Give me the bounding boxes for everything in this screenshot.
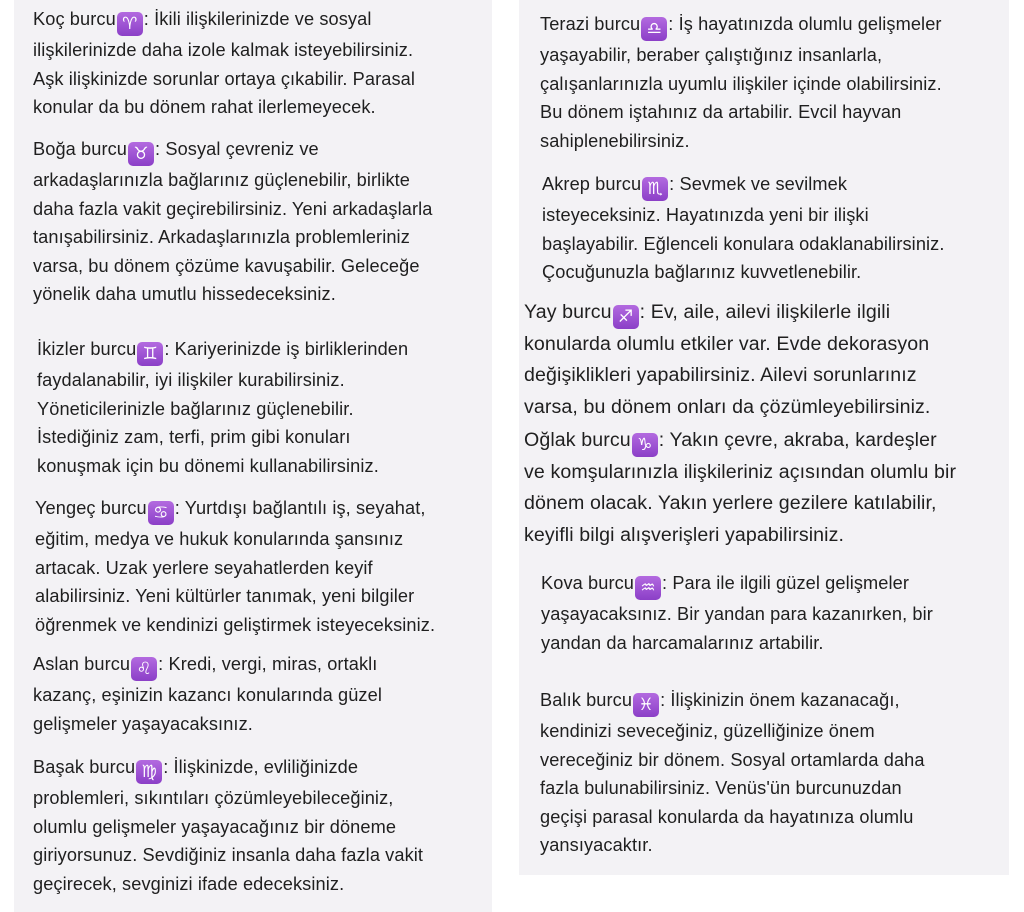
entry-line: tanışabilirsiniz. Arkadaşlarınızla problemleriniz <box>33 227 410 248</box>
gemini-icon: ♊ <box>137 342 163 366</box>
entry-line: artacak. Uzak yerlere seyahatlerden keyif <box>35 557 373 578</box>
horoscope-entry-oglak <box>524 425 956 551</box>
entry-first-line: Başak burcu ♍ : İlişkinizde, evliliğinizde <box>33 757 359 782</box>
sign-name: İkizler burcu <box>37 339 137 359</box>
entry-first-line: Boğa burcu ♉ : Sosyal çevreniz ve <box>33 139 319 164</box>
entry-line: yaşayacaksınız. Bir yandan para kazanırken, bir <box>541 604 933 624</box>
entry-line: Bu dönem iştahınız da artabilir. Evcil hayvan <box>540 102 902 123</box>
entry-first-line: Yengeç burcu ♋ : Yurtdışı bağlantılı iş, seyahat, <box>35 498 426 523</box>
entry-line: eğitim, medya ve hukuk konularında şansınız <box>35 529 404 549</box>
entry-line: sahiplenebilirsiniz. <box>540 130 690 151</box>
horoscope-entry-aslan <box>33 650 382 738</box>
entry-first-line: Oğlak burcu ♑ : Yakın çevre, akraba, kardeşler <box>524 429 937 455</box>
aries-icon: ♈ <box>117 12 143 36</box>
horoscope-entry-kova <box>541 569 933 657</box>
entry-line: dönem olacak. Yakın yerlere gezilere katılabilir, <box>524 492 937 515</box>
capricorn-icon: ♑ <box>632 433 658 457</box>
horoscope-entry-balik <box>540 686 925 860</box>
sagittarius-icon: ♐ <box>613 305 639 329</box>
sign-name: Akrep burcu <box>542 174 642 194</box>
sign-name: Oğlak burcu <box>524 429 631 451</box>
leo-icon: ♌ <box>131 657 157 681</box>
entry-line: varsa, bu dönem onları da çözümleyebilirsiniz. <box>524 395 931 418</box>
cancer-icon: ♋ <box>148 501 174 525</box>
pisces-icon: ♓ <box>633 693 659 717</box>
taurus-icon: ♉ <box>128 142 154 166</box>
horoscope-entry-ikizler <box>37 335 408 480</box>
sign-name: Koç burcu <box>33 9 116 29</box>
entry-line: başlayabilir. Eğlenceli konulara odaklanabilirsiniz. <box>542 233 945 254</box>
entry-first-line: Terazi burcu ♎ : İş hayatınızda olumlu gelişmeler <box>540 14 942 39</box>
sign-name: Boğa burcu <box>33 139 128 159</box>
horoscope-entry-terazi <box>540 10 942 155</box>
entry-line: Aşk ilişkinizde sorunlar ortaya çıkabilir. Parasal <box>33 68 416 89</box>
entry-line: daha fazla vakit geçirebilirsiniz. Yeni arkadaşlarla <box>33 198 433 219</box>
entry-line: gelişmeler yaşayacaksınız. <box>33 713 253 734</box>
entry-line: faydalanabilir, iyi ilişkiler kurabilirsiniz. <box>37 370 345 390</box>
sign-name: Yengeç burcu <box>35 498 147 518</box>
entry-line: varsa, bu dönem çözüme kavuşabilir. Geleceğe <box>33 255 420 276</box>
entry-line: keyifli bilgi alışverişleri yapabilirsiniz. <box>524 523 845 546</box>
entry-first-line: Yay burcu ♐ : Ev, aile, ailevi ilişkilerle ilgili <box>524 301 891 327</box>
horoscope-entry-basak <box>33 753 423 898</box>
entry-line: ilişkilerinizde daha izole kalmak isteyebilirsiniz. <box>33 40 414 60</box>
sign-name: Yay burcu <box>524 301 612 323</box>
entry-line: yandan da harcamalarınız artabilir. <box>541 632 824 653</box>
horoscope-entry-boga <box>33 135 432 309</box>
entry-line: konular da bu dönem rahat ilerlemeyecek. <box>33 97 376 118</box>
entry-line: problemleri, sıkıntıları çözümleyebileceğiniz, <box>33 788 394 808</box>
entry-line: Çocuğunuzla bağlarınız kuvvetlenebilir. <box>542 262 862 283</box>
entry-first-line: Akrep burcu ♏ : Sevmek ve sevilmek <box>542 174 848 199</box>
horoscope-entry-koc <box>33 5 415 122</box>
entry-first-line: Koç burcu ♈ : İkili ilişkilerinizde ve sosyal <box>33 9 372 34</box>
sign-name: Aslan burcu <box>33 654 131 674</box>
entry-line: çalışanlarınızla uyumlu ilişkiler içinde olabilirsiniz. <box>540 73 942 94</box>
entry-line: isteyeceksiniz. Hayatınızda yeni bir ilişki <box>542 205 869 225</box>
entry-line: yönelik daha umutlu hissedeceksiniz. <box>33 284 336 305</box>
entry-line: Yöneticilerinizle bağlarınız güçlenebilir. <box>37 398 354 419</box>
sign-name: Terazi burcu <box>540 14 641 34</box>
aquarius-icon: ♒ <box>635 576 661 600</box>
horoscope-entry-yengec <box>35 494 435 639</box>
entry-line: konuşmak için bu dönemi kullanabilirsiniz. <box>37 455 379 476</box>
entry-line: arkadaşlarınızla bağlarınız güçlenebilir, birlikte <box>33 170 411 190</box>
sign-name: Balık burcu <box>540 690 633 710</box>
libra-icon: ♎ <box>641 17 667 41</box>
entry-line: alabilirsiniz. Yeni kültürler tanımak, yeni bilgiler <box>35 586 415 607</box>
entry-first-line: İkizler burcu ♊ : Kariyerinizde iş birliklerinden <box>37 339 409 364</box>
entry-line: olumlu gelişmeler yaşayacağınız bir döneme <box>33 816 397 837</box>
entry-line: geçişi parasal konularda da hayatınıza olumlu <box>540 806 914 827</box>
entry-line: değişiklikleri yapabilirsiniz. Ailevi sorunlarınız <box>524 364 917 387</box>
scorpio-icon: ♏ <box>642 177 668 201</box>
entry-first-line: Kova burcu ♒ : Para ile ilgili güzel gelişmeler <box>541 573 910 598</box>
horoscope-entry-yay <box>524 297 930 423</box>
entry-line: ve komşularınızla ilişkileriniz açısından olumlu bir <box>524 461 957 483</box>
entry-line: konularda olumlu etkiler var. Evde dekorasyon <box>524 333 930 355</box>
entry-line: yaşayabilir, beraber çalıştığınız insanlarla, <box>540 45 883 65</box>
entry-line: vereceğiniz bir dönem. Sosyal ortamlarda daha <box>540 749 925 770</box>
entry-line: İstediğiniz zam, terfi, prim gibi konuları <box>37 427 351 448</box>
horoscope-entry-akrep <box>542 170 945 287</box>
sign-name: Başak burcu <box>33 757 136 777</box>
entry-line: yansıyacaktır. <box>540 835 653 856</box>
entry-line: fazla bulunabilirsiniz. Venüs'ün burcunuzdan <box>540 778 902 799</box>
entry-line: öğrenmek ve kendinizi geliştirmek isteyeceksiniz. <box>35 614 436 635</box>
entry-first-line: Aslan burcu ♌ : Kredi, vergi, miras, ortaklı <box>33 654 378 679</box>
entry-line: giriyorsunuz. Sevdiğiniz insanla daha fazla vakit <box>33 845 424 866</box>
entry-first-line: Balık burcu ♓ : İlişkinizin önem kazanacağı, <box>540 690 900 715</box>
virgo-icon: ♍ <box>136 760 162 784</box>
sign-name: Kova burcu <box>541 573 635 593</box>
entry-line: kazanç, eşinizin kazancı konularında güzel <box>33 685 382 705</box>
entry-line: kendinizi seveceğiniz, güzelliğinize önem <box>540 721 875 741</box>
entry-line: geçirecek, sevginizi ifade edeceksiniz. <box>33 873 345 894</box>
